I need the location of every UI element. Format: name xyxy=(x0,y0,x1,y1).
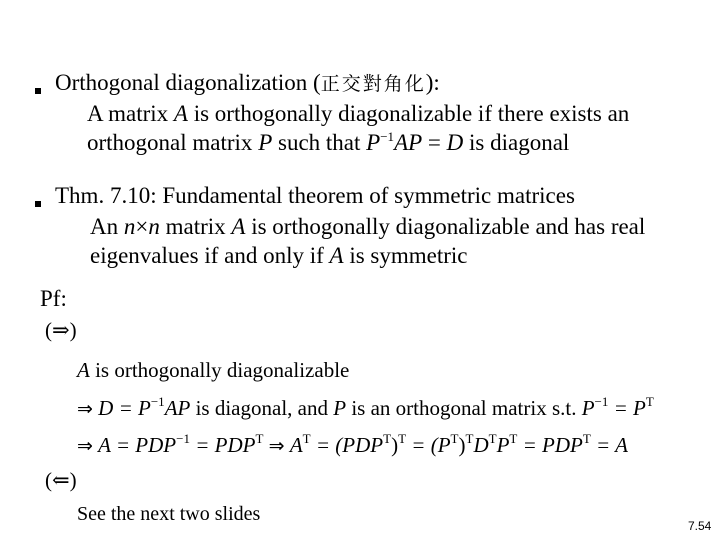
cjk-term: 正交對角化 xyxy=(320,73,426,95)
theorem-line3: eigenvalues if and only if A is symmetric xyxy=(90,243,468,268)
bullet-marker xyxy=(35,88,41,94)
theorem-title: Thm. 7.10: Fundamental theorem of symmetric matrices xyxy=(55,183,575,208)
bullet1-line2: A matrix A is orthogonally diagonalizable if there exists an xyxy=(87,101,630,126)
implies-icon: ⇒ xyxy=(77,435,93,457)
proof-math-line2: ⇒ $D = P^{-1}AP$ is diagonal, and P is an orthogonal matrix s.t. $P^{-1} = P^T$ xyxy=(77,394,654,420)
bullet-marker xyxy=(35,201,41,207)
implies-icon: ⇒ xyxy=(268,435,285,457)
proof-label: Pf: xyxy=(40,286,67,311)
backward-direction: (⇐) xyxy=(45,468,77,492)
page-number: 7.54 xyxy=(688,519,712,533)
see-next-note: See the next two slides xyxy=(77,503,261,525)
theorem-line2: An n×n matrix A is orthogonally diagonalizable and has real xyxy=(90,214,646,239)
bullet1-line3: orthogonal matrix P such that $P^{-1}AP = D$ is diagonal xyxy=(87,129,570,155)
proof-math-line1: A is orthogonally diagonalizable xyxy=(77,358,350,382)
proof-math-line3: ⇒ $A = PDP^{-1} = PDP^T$ ⇒ $A^T = (PDP^T)^T = (P^T)^TD^TP^T = PDP^T = A$ xyxy=(77,431,628,457)
forward-direction: (⇒) xyxy=(45,318,77,342)
implies-icon: ⇒ xyxy=(77,398,93,420)
bullet1-title: Orthogonal diagonalization (正交對角化): xyxy=(55,70,440,95)
